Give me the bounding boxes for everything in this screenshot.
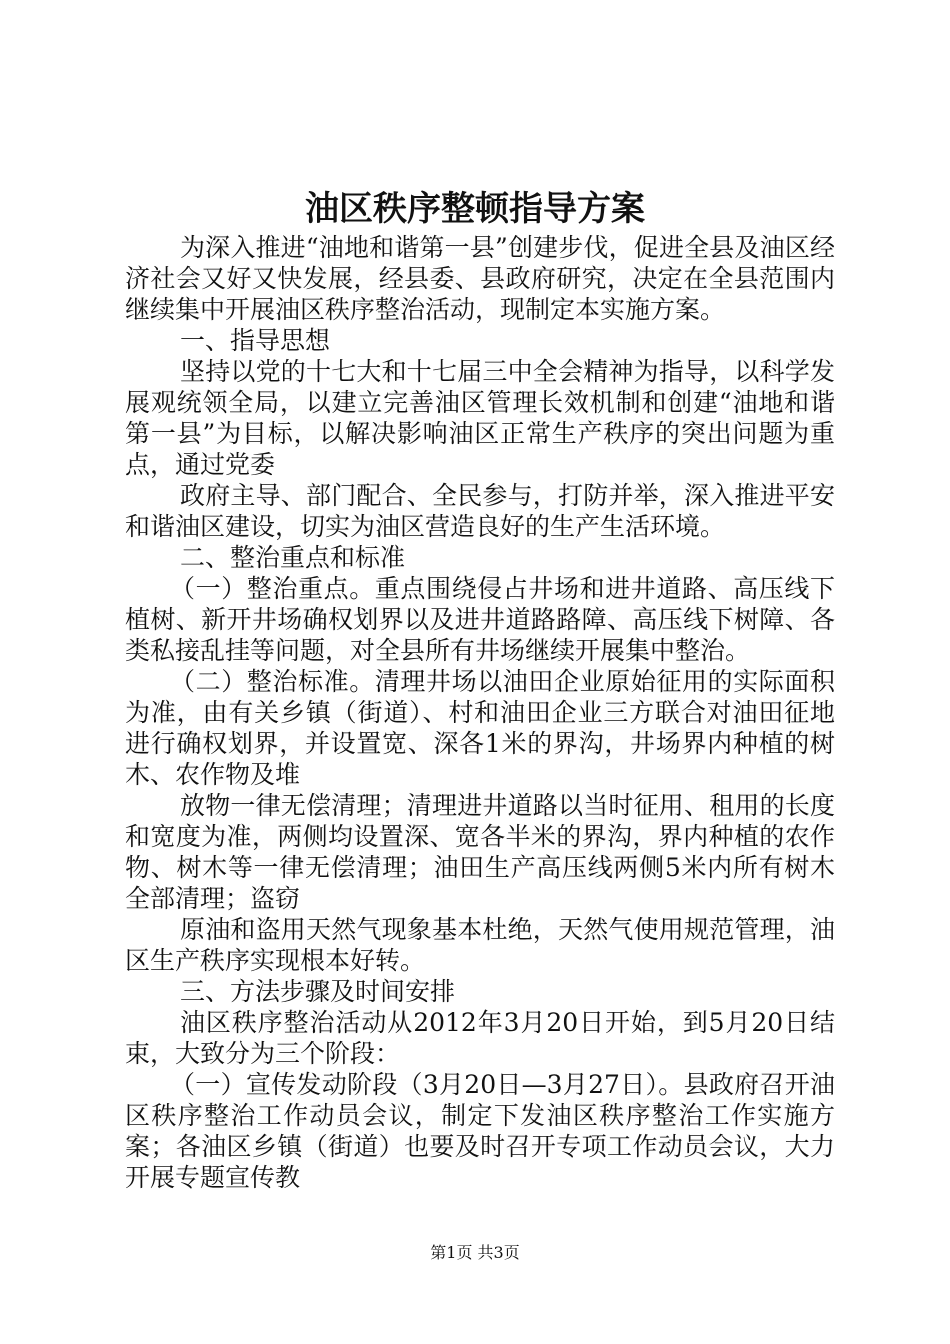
body-paragraph: 政府主导、部门配合、全民参与，打防并举，深入推进平安和谐油区建设，切实为油区营造良好的生产生活环境。 (125, 481, 835, 541)
page-number-footer: 第1页 共3页 (430, 1243, 520, 1262)
section-heading-2: 二、整治重点和标准 (180, 543, 406, 572)
body-paragraph: 油区秩序整治活动从2012年3月20日开始，到5月20日结束，大致分为三个阶段： (125, 1008, 835, 1068)
body-paragraph: 放物一律无偿清理；清理进井道路以当时征用、租用的长度和宽度为准，两侧均设置深、宽各半米的界沟，界内种植的农作物、树木等一律无偿清理；油田生产高压线两侧5米内所有树木全部清理；盗窃 (125, 791, 835, 913)
intro-paragraph: 为深入推进“油地和谐第一县”创建步伐，促进全县及油区经济社会又好又快发展，经县委、县政府研究，决定在全县范围内继续集中开展油区秩序整治活动，现制定本实施方案。 (125, 233, 835, 324)
document-body (125, 232, 835, 1193)
body-paragraph: （二）整治标准。清理井场以油田企业原始征用的实际面积为准，由有关乡镇（街道）、村和油田企业三方联合对油田征地进行确权划界，并设置宽、深各1米的界沟，井场界内种植的树木、农作物及堆 (125, 667, 835, 789)
body-paragraph: 原油和盗用天然气现象基本杜绝，天然气使用规范管理，油区生产秩序实现根本好转。 (125, 915, 835, 975)
body-paragraph: 坚持以党的十七大和十七届三中全会精神为指导，以科学发展观统领全局，以建立完善油区管理长效机制和创建“油地和谐第一县”为目标，以解决影响油区正常生产秩序的突出问题为重点，通过党委 (125, 357, 835, 479)
document-title: 油区秩序整顿指导方案 (305, 189, 645, 229)
body-paragraph: （一）宣传发动阶段（3月20日—3月27日）。县政府召开油区秩序整治工作动员会议，制定下发油区秩序整治工作实施方案；各油区乡镇（街道）也要及时召开专项工作动员会议，大力开展专题宣传教 (125, 1070, 835, 1192)
section-heading-3: 三、方法步骤及时间安排 (180, 977, 456, 1006)
body-paragraph: （一）整治重点。重点围绕侵占井场和进井道路、高压线下植树、新开井场确权划界以及进井道路路障、高压线下树障、各类私接乱挂等问题，对全县所有井场继续开展集中整治。 (125, 574, 835, 665)
section-heading-1: 一、指导思想 (180, 326, 331, 355)
